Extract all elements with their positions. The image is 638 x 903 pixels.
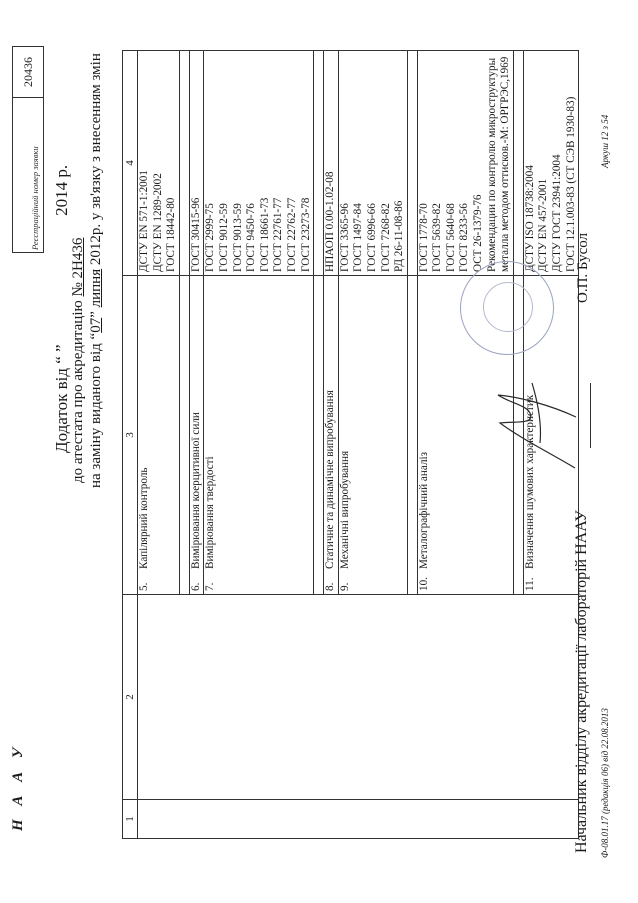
column-1-cell — [138, 800, 579, 839]
standard-item: ГОСТ 9450-76 — [245, 203, 258, 272]
standard-item: ГОСТ 7268-82 — [379, 203, 392, 272]
table-header-row — [123, 51, 138, 839]
standard-item: ГОСТ 9013-59 — [231, 203, 244, 272]
standard-item: ДСТУ EN 457-2001 — [537, 178, 550, 272]
test-name-cell — [324, 276, 339, 595]
addendum-prefix: Додаток від “ ” — [52, 344, 71, 453]
standards-cell — [189, 51, 204, 276]
registration-box — [12, 46, 44, 253]
test-name: Статичне та динамічне випробування — [324, 390, 337, 569]
round-stamp — [460, 261, 554, 355]
test-name-cell — [338, 276, 407, 595]
sheet-number: Аркуш 12 з 54 — [600, 114, 610, 168]
test-name-cell — [204, 276, 314, 595]
column-2-cell — [138, 595, 579, 800]
standard-item: ГОСТ 18661-73 — [258, 197, 271, 272]
addendum-year: 2014 р. — [52, 164, 71, 216]
stamp-inner-ring — [483, 282, 533, 332]
test-name: Визначення шумових характеристик — [523, 394, 536, 569]
standard-item: металла методом оттисков.-М: ОРГРЭС,1969 — [499, 56, 512, 272]
standard-item: ГОСТ 5640-68 — [444, 203, 457, 272]
table-header-cell: 1 — [123, 800, 138, 839]
row-number: 9. — [338, 582, 351, 591]
row-number: 6. — [189, 582, 202, 591]
standard-item: Рекомендации по контролю микроструктуры — [485, 57, 498, 272]
registration-number: 20436 — [13, 47, 43, 98]
standards-cell — [138, 51, 180, 276]
standard-item: ДСТУ EN 1289-2002 — [151, 173, 164, 272]
row-number: 7. — [204, 582, 217, 591]
signature-line — [590, 383, 591, 448]
standards-cell — [417, 51, 513, 276]
replacement-day: 07 — [88, 317, 104, 333]
standard-item: ГОСТ 2999-75 — [204, 203, 217, 272]
table-header-cell: 3 — [123, 276, 138, 595]
signature-image — [480, 373, 590, 483]
certificate-line — [70, 238, 87, 483]
replacement-prefix: на заміну виданого від “ — [88, 332, 104, 488]
standard-item: ГОСТ 3365-96 — [338, 203, 351, 272]
standard-item: ГОСТ 30415-96 — [189, 197, 202, 272]
standards-cell — [204, 51, 314, 276]
standards-cell — [338, 51, 407, 276]
standard-item: ГОСТ 22761-77 — [272, 197, 285, 272]
standard-item: ГОСТ 8233-56 — [458, 203, 471, 272]
standard-item: ГОСТ 6996-66 — [365, 203, 378, 272]
standard-item: ГОСТ 5639-82 — [431, 203, 444, 272]
test-name-cell — [138, 276, 180, 595]
standard-item: ДСТУ EN 571-1:2001 — [138, 170, 150, 272]
test-name: Капілярний контроль — [138, 467, 150, 569]
table-row — [138, 51, 180, 839]
test-name: Механічні випробування — [338, 450, 351, 569]
test-name: Вимірювання твердості — [204, 456, 217, 569]
test-name: Вимірювання коерцитивної сили — [189, 412, 202, 569]
standard-item: ГОСТ 22762-77 — [285, 197, 298, 272]
brand-logo-text: Н А А У — [10, 742, 26, 831]
replacement-rest: 2012р. у зв'язку з внесенням змін — [88, 53, 104, 269]
replacement-mid: ” — [88, 307, 104, 318]
standard-item: ОСТ 26-1379-76 — [472, 194, 485, 272]
table-header-cell: 4 — [123, 51, 138, 276]
replacement-month: липня — [88, 268, 104, 308]
standard-item: ДСТУ ГОСТ 23941:2004 — [551, 154, 564, 272]
standards-cell — [523, 51, 578, 276]
replacement-line — [88, 53, 105, 488]
test-name-cell — [189, 276, 204, 595]
row-number: 5. — [138, 582, 150, 591]
certificate-prefix: до атестата про акредитацію — [70, 300, 86, 483]
registration-label: Реєстраційний номер заявки — [30, 146, 40, 250]
signatory-name: О.П. Бусол — [575, 232, 591, 303]
addendum-date-line — [52, 165, 72, 453]
form-code: Ф-08.01.17 (редакція 06) від 22.08.2013 — [600, 708, 610, 858]
row-number: 10. — [417, 577, 430, 591]
standard-item: ГОСТ 9012-59 — [217, 203, 230, 272]
standard-item: ГОСТ 23273-78 — [299, 197, 312, 272]
standard-item: ГОСТ 1778-70 — [417, 203, 430, 272]
certificate-number: № 2Н436 — [70, 237, 86, 297]
standard-item: ГОСТ 18442-80 — [165, 197, 178, 272]
standard-item: РД 26-11-08-86 — [393, 200, 406, 272]
row-number: 8. — [324, 582, 337, 591]
standard-item: НПАОП 0.00-1.02-08 — [324, 171, 337, 272]
standard-item: ГОСТ 12.1.003-83 (СТ СЭВ 1930-83) — [564, 96, 577, 272]
standard-item: ДСТУ ISO 18738:2004 — [523, 165, 536, 272]
test-name: Металографічний аналіз — [417, 451, 430, 569]
row-number: 11. — [523, 577, 536, 591]
table-header-cell: 2 — [123, 595, 138, 800]
standard-item: ГОСТ 1497-84 — [352, 203, 365, 272]
footer-title: Начальник відділу акредитації лабораторій НААУ — [573, 510, 590, 853]
standards-cell — [324, 51, 339, 276]
